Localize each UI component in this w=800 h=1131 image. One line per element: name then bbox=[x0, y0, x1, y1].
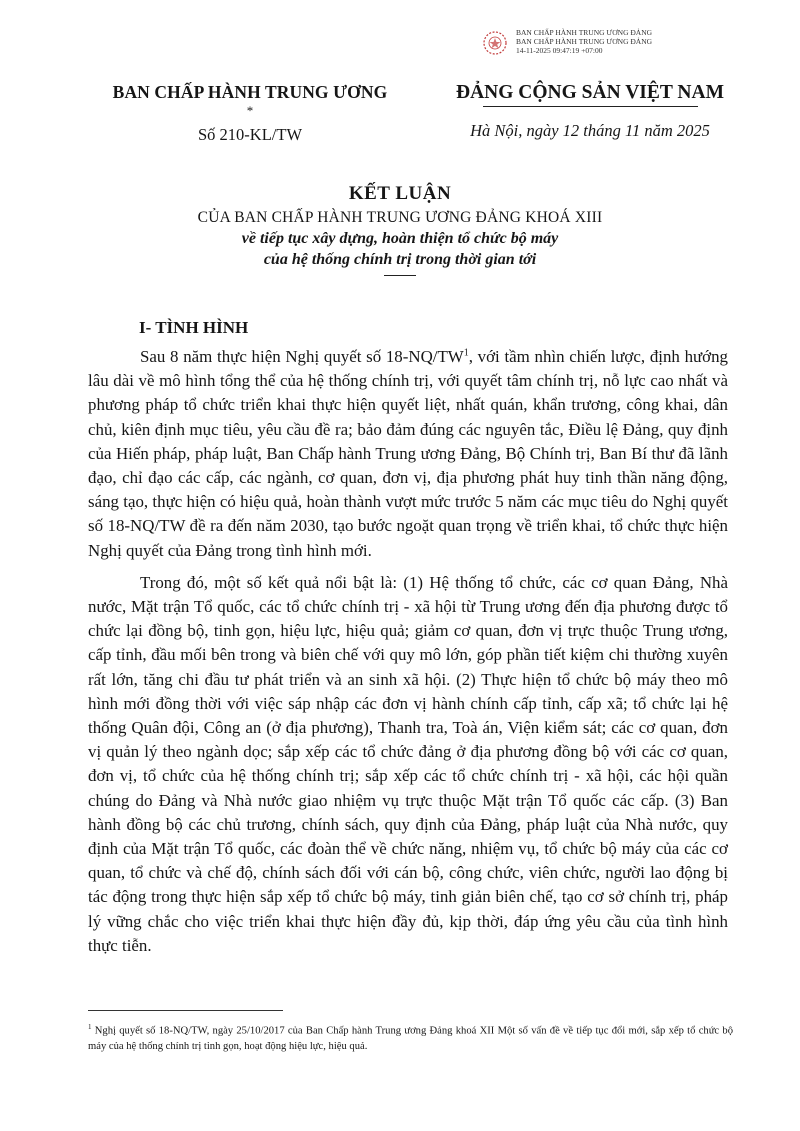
title-divider bbox=[384, 275, 416, 276]
issue-date: Hà Nội, ngày 12 tháng 11 năm 2025 bbox=[470, 121, 710, 140]
signature-line-2: BAN CHẤP HÀNH TRUNG ƯƠNG ĐẢNG bbox=[516, 37, 653, 46]
section-heading: I- TÌNH HÌNH bbox=[139, 318, 249, 337]
document-subtitle: CỦA BAN CHẤP HÀNH TRUNG ƯƠNG ĐẢNG KHOÁ XIII bbox=[197, 209, 603, 226]
issuer-star: * bbox=[246, 103, 254, 118]
footnote bbox=[88, 1020, 733, 1054]
footnote-divider bbox=[88, 1010, 283, 1011]
footnote-text: Nghị quyết số 18-NQ/TW, ngày 25/10/2017 của Ban Chấp hành Trung ương Đảng khoá XII Một số vấn đề về tiếp tục đổi mới, sắp xếp tổ chức bộ máy của hệ thống chính trị tinh gọn, hoạt động hiệu lực, hiệu quả. bbox=[88, 1025, 733, 1052]
signature-timestamp: 14-11-2025 09:47:19 +07:00 bbox=[516, 46, 603, 55]
document-title: KẾT LUẬN bbox=[348, 183, 452, 204]
digital-signature-stamp bbox=[478, 24, 738, 60]
document-body bbox=[88, 345, 728, 958]
party-name: ĐẢNG CỘNG SẢN VIỆT NAM bbox=[456, 82, 724, 103]
paragraph-1-start: Sau 8 năm thực hiện Nghị quyết số 18-NQ/TW bbox=[140, 347, 464, 366]
party-underline bbox=[483, 106, 698, 107]
signature-line-1: BAN CHẤP HÀNH TRUNG ƯƠNG ĐẢNG bbox=[516, 28, 653, 37]
issuer-block bbox=[100, 82, 400, 145]
paragraph-1-rest: , với tầm nhìn chiến lược, định hướng lâu dài về mô hình tổng thể của hệ thống chính trị, với quyết tâm chính trị, nỗ lực cao nhất và phương pháp tổ chức triển khai thực hiện quyết liệt, nhất quán, khẩn trương, công khai, dân chủ, kiên định mục tiêu, yêu cầu đề ra; bảo đảm đúng các nguyên tắc, Điều lệ Đảng, quy định của Hiến pháp, pháp luật, Ban Chấp hành Trung ương Đảng, Bộ Chính trị, Ban Bí thư đã lãnh đạo, chỉ đạo các cấp, các ngành, cơ quan, đơn vị, địa phương phát huy tinh thần năng động, sáng tạo, thực hiện có hiệu quả, hoàn thành vượt mức trước 5 năm các mục tiêu do Nghị quyết số 18-NQ/TW đề ra đến năm 2030, tạo bước ngoặt quan trọng về triển khai, tổ chức thực hiện Nghị quyết của Đảng trong tình hình mới. bbox=[88, 347, 728, 560]
footnote-marker: 1 bbox=[88, 1023, 92, 1031]
paragraph-2: Trong đó, một số kết quả nổi bật là: (1) Hệ thống tổ chức, các cơ quan Đảng, Nhà nước, Mặt trận Tổ quốc, các tổ chức chính trị - xã hội từ Trung ương đến địa phương được tổ chức lại đồng bộ, tinh gọn, hiệu lực, hiệu quả; giảm cơ quan, đơn vị trực thuộc Trung ương, cấp tỉnh, đầu mối bên trong và biên chế với quy mô lớn, góp phần tiết kiệm chi thường xuyên rất lớn, tăng chi đầu tư phát triển và an sinh xã hội. (2) Thực hiện tổ chức bộ máy theo mô hình mới đồng thời với việc sáp nhập các đơn vị hành chính cấp tỉnh, cấp xã; tổ chức lại hệ thống Quân đội, Công an (ở địa phương), Thanh tra, Toà án, Viện kiểm sát; các cơ quan, đơn vị quản lý theo ngành dọc; sắp xếp các tổ chức đảng ở địa phương đồng bộ với các cơ quan, đơn vị, tổ chức của hệ thống chính trị; sắp xếp các tổ chức chính trị - xã hội, các hội quần chúng do Đảng và Nhà nước giao nhiệm vụ trực thuộc Mặt trận Tổ quốc các cấp. (3) Ban hành đồng bộ các chủ trương, chính sách, quy định của Đảng, pháp luật của Nhà nước, quy định của Mặt trận Tổ quốc, các đoàn thể về chức năng, nhiệm vụ, tổ chức bộ máy của các cơ quan, tổ chức và chế độ, chính sách đối với cán bộ, công chức, viên chức, người lao động bị tác động trong thực hiện sắp xếp tổ chức bộ máy, tinh giản biên chế, tạo cơ sở chính trị, pháp lý vững chắc cho việc triển khai thực hiện đầy đủ, kịp thời, đáp ứng yêu cầu của tình hình thực tiễn. bbox=[88, 572, 728, 955]
signature-lines bbox=[516, 28, 652, 55]
document-title-block bbox=[80, 183, 720, 276]
party-block bbox=[430, 82, 750, 141]
document-topic-line-1: về tiếp tục xây dựng, hoàn thiện tổ chức bộ máy bbox=[241, 230, 559, 247]
issuer-name: BAN CHẤP HÀNH TRUNG ƯƠNG bbox=[112, 82, 388, 102]
footnote-ref: 1 bbox=[463, 347, 469, 359]
paragraph-1 bbox=[88, 345, 728, 563]
document-topic-line-2: của hệ thống chính trị trong thời gian tới bbox=[263, 251, 537, 268]
seal-icon bbox=[478, 28, 512, 58]
document-number: Số 210-KL/TW bbox=[197, 125, 303, 144]
